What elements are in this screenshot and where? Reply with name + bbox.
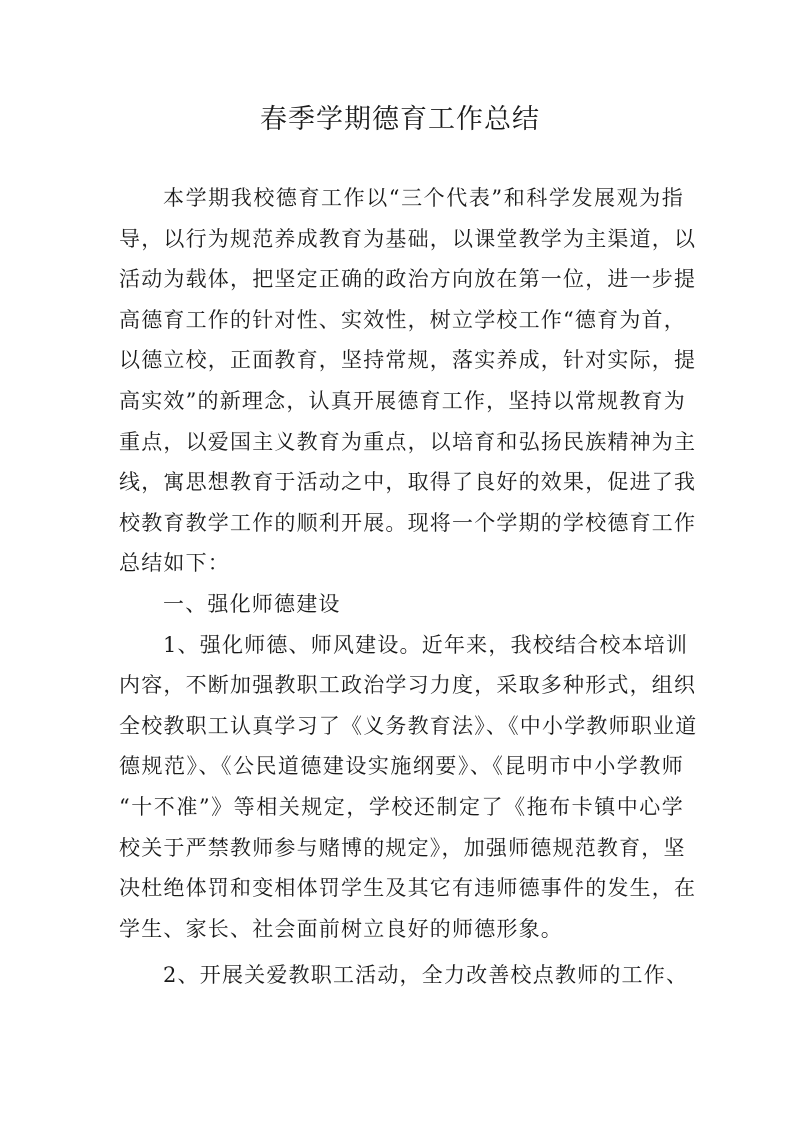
text-line: 活动为载体，把坚定正确的政治方向放在第一位，进一步提 [119, 267, 697, 292]
document-title: 春季学期德育工作总结 [260, 104, 540, 135]
document-body [119, 178, 698, 996]
text-line: “十不准”》等相关规定，学校还制定了《拖布卡镇中心学 [119, 794, 684, 819]
text-line: 导，以行为规范养成教育为基础，以课堂教学为主渠道，以 [119, 226, 697, 251]
text-line: 线，寓思想教育于活动之中，取得了良好的效果，促进了我 [119, 470, 697, 495]
text-line: 全校教职工认真学习了《义务教育法》、《中小学教师职业道 [119, 713, 698, 738]
text-line: 1、强化师德、师风建设。近年来，我校结合校本培训 [163, 632, 689, 657]
text-line: 内容，不断加强教职工政治学习力度，采取多种形式，组织 [119, 673, 697, 698]
text-line: 决杜绝体罚和变相体罚学生及其它有违师德事件的发生，在 [119, 876, 697, 901]
text-line: 学生、家长、社会面前树立良好的师德形象。 [119, 916, 563, 941]
text-line: 重点，以爱国主义教育为重点，以培育和弘扬民族精神为主 [119, 429, 697, 454]
text-line: 高德育工作的针对性、实效性，树立学校工作“德育为首， [119, 307, 686, 332]
text-line: 校关于严禁教师参与赌博的规定》，加强师德规范教育，坚 [119, 835, 686, 860]
text-line: 高实效”的新理念，认真开展德育工作，坚持以常规教育为 [119, 388, 686, 413]
text-line: 总结如下： [119, 551, 230, 576]
text-line: 2、开展关爱教职工活动，全力改善校点教师的工作、 [163, 963, 689, 988]
section-heading: 一、强化师德建设 [163, 591, 341, 616]
text-line: 德规范》、《公民道德建设实施纲要》、《昆明市中小学教师 [119, 754, 684, 779]
text-line: 以德立校，正面教育，坚持常规，落实养成，针对实际，提 [119, 348, 697, 373]
text-line: 校教育教学工作的顺利开展。现将一个学期的学校德育工作 [119, 510, 697, 535]
text-line: 本学期我校德育工作以“三个代表”和科学发展观为指 [163, 186, 684, 210]
